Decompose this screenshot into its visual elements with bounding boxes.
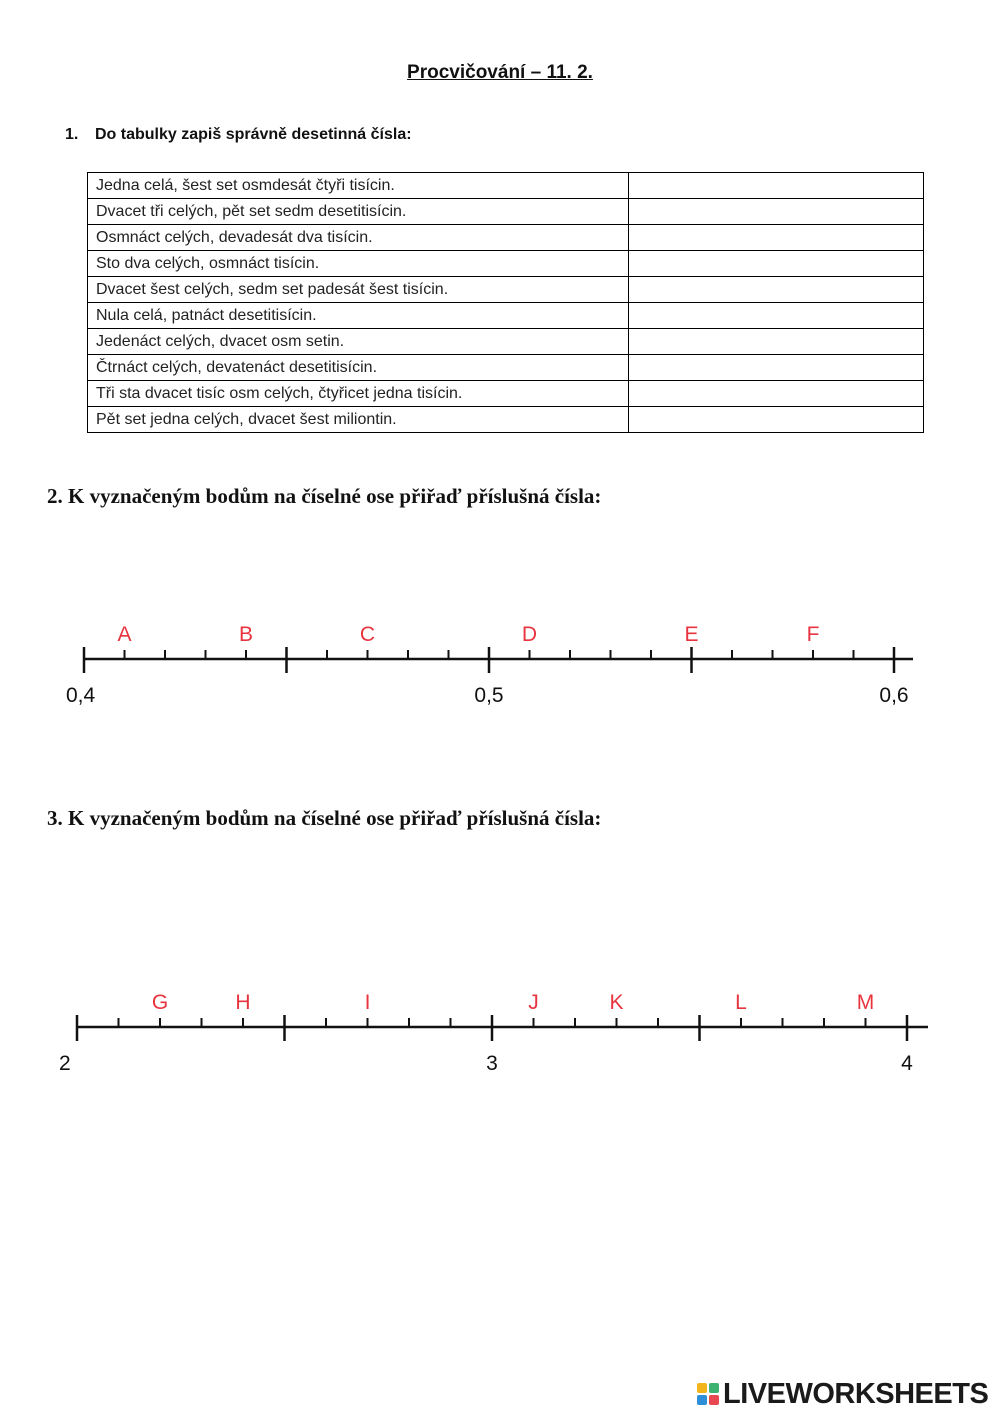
task3-heading: 3. K vyznačeným bodům na číselné ose přiřaď příslušná čísla:	[47, 806, 602, 830]
logo-square	[697, 1383, 707, 1393]
table-row	[88, 277, 924, 303]
point-label-h: H	[235, 991, 251, 1014]
brand-name: LIVEWORKSHEETS	[723, 1377, 989, 1410]
table-row	[88, 173, 924, 199]
number-words-cell: Jedna celá, šest set osmdesát čtyři tisícin.	[88, 173, 629, 199]
number-line-task3	[0, 965, 1000, 1085]
axis-value-label: 2	[59, 1052, 71, 1075]
task2-heading: 2. K vyznačeným bodům na číselné ose přiřaď příslušná čísla:	[47, 484, 602, 508]
number-words-cell: Dvacet tři celých, pět set sedm desetitisícin.	[88, 199, 629, 225]
table-row	[88, 355, 924, 381]
answer-table	[87, 172, 924, 433]
axis-value-label: 4	[901, 1052, 913, 1075]
number-words-cell: Osmnáct celých, devadesát dva tisícin.	[88, 225, 629, 251]
logo-square	[697, 1395, 707, 1405]
point-label-j: J	[528, 991, 539, 1014]
logo-square	[709, 1395, 719, 1405]
point-label-i: I	[364, 991, 371, 1014]
logo-square	[709, 1383, 719, 1393]
table-row	[88, 199, 924, 225]
task1-text: Do tabulky zapiš správně desetinná čísla:	[95, 126, 412, 143]
number-words-cell: Nula celá, patnáct desetitisícin.	[88, 303, 629, 329]
point-label-a: A	[117, 623, 132, 646]
table-row	[88, 407, 924, 433]
answer-cell[interactable]	[629, 381, 924, 407]
table-row	[88, 381, 924, 407]
number-words-cell: Pět set jedna celých, dvacet šest miliontin.	[88, 407, 629, 433]
number-words-cell: Tři sta dvacet tisíc osm celých, čtyřicet jedna tisícin.	[88, 381, 629, 407]
point-label-f: F	[806, 623, 820, 646]
number-words-cell: Jedenáct celých, dvacet osm setin.	[88, 329, 629, 355]
answer-cell[interactable]	[629, 199, 924, 225]
point-label-g: G	[151, 991, 169, 1014]
answer-cell[interactable]	[629, 277, 924, 303]
axis-value-label: 3	[486, 1052, 498, 1075]
axis-value-label: 0,6	[879, 684, 909, 707]
answer-cell[interactable]	[629, 329, 924, 355]
point-label-m: M	[856, 991, 875, 1014]
answer-cell[interactable]	[629, 355, 924, 381]
page-title: Procvičování – 11. 2.	[407, 62, 593, 83]
point-label-c: C	[359, 623, 376, 646]
point-label-e: E	[684, 623, 699, 646]
table-row	[88, 303, 924, 329]
task1-heading	[65, 126, 412, 144]
number-words-cell: Sto dva celých, osmnáct tisícin.	[88, 251, 629, 277]
answer-cell[interactable]	[629, 225, 924, 251]
point-label-k: K	[609, 991, 624, 1014]
brand-logo	[697, 1378, 988, 1410]
point-label-l: L	[735, 991, 747, 1014]
number-line-task2	[0, 600, 1000, 720]
answer-cell[interactable]	[629, 173, 924, 199]
table-row	[88, 225, 924, 251]
answer-cell[interactable]	[629, 251, 924, 277]
point-label-b: B	[238, 623, 254, 646]
answer-cell[interactable]	[629, 303, 924, 329]
table-row	[88, 329, 924, 355]
task1-number: 1.	[65, 126, 79, 143]
axis-value-label: 0,5	[474, 684, 504, 707]
answer-cell[interactable]	[629, 407, 924, 433]
table-row	[88, 251, 924, 277]
logo-squares-icon	[697, 1383, 719, 1405]
axis-value-label: 0,4	[66, 684, 96, 707]
point-label-d: D	[521, 623, 538, 646]
number-words-cell: Čtrnáct celých, devatenáct desetitisícin.	[88, 355, 629, 381]
number-words-cell: Dvacet šest celých, sedm set padesát šest tisícin.	[88, 277, 629, 303]
